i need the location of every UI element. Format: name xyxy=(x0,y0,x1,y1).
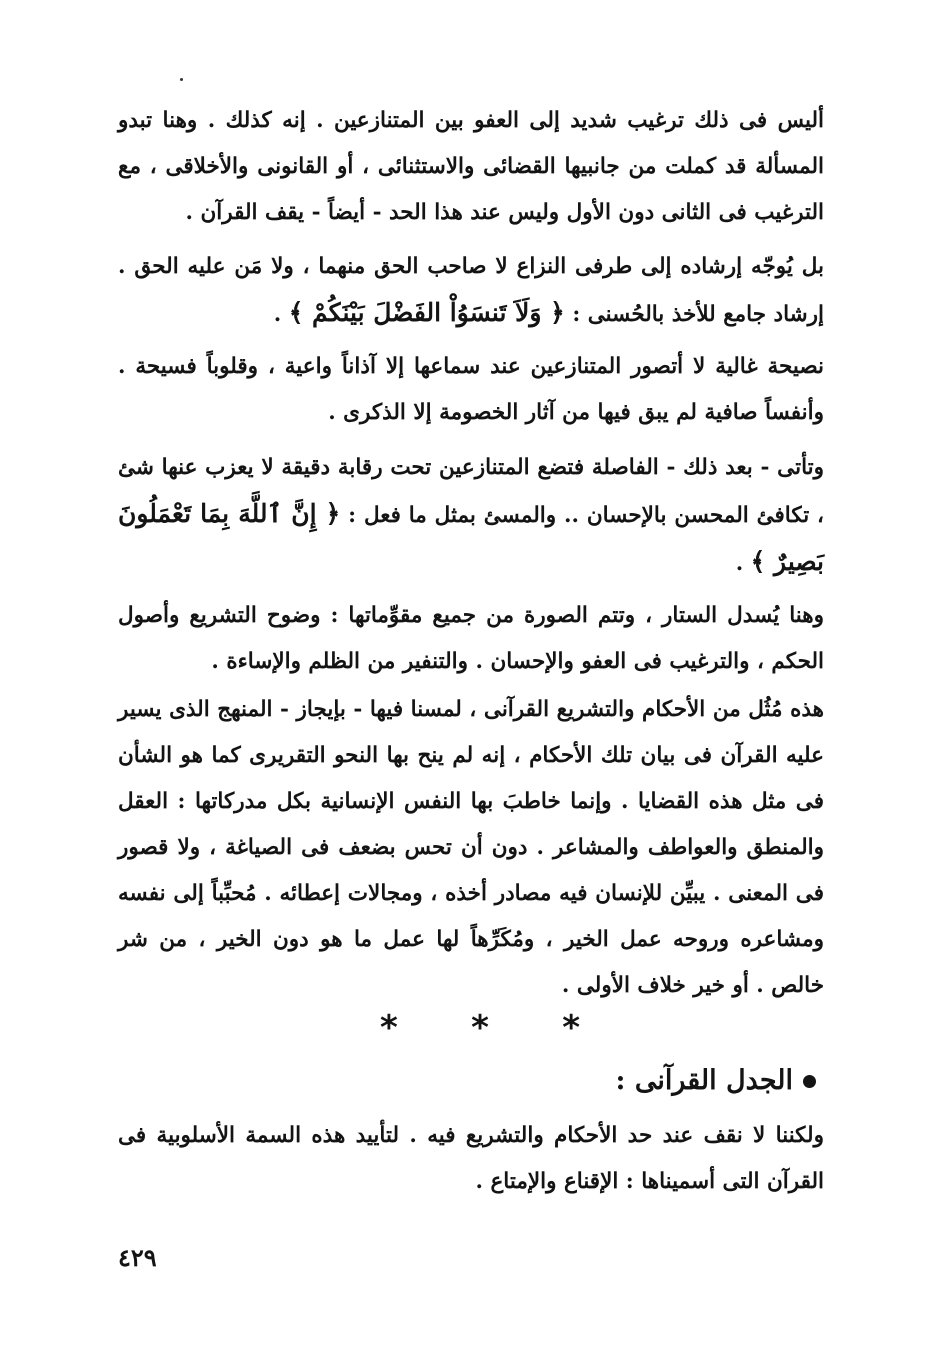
paragraph-5: وهنا يُسدل الستار ، وتتم الصورة من جميع مقوِّماتها : وضوح التشريع وأصول الحكم ، والترغيب فى العفو والإحسان . والتنفير من الظلم والإساءة . xyxy=(118,603,824,674)
section-separator xyxy=(380,1008,580,1048)
paragraph-2 xyxy=(118,244,824,338)
paragraph-4-text: وتأتى - بعد ذلك - الفاصلة فتضع المتنازعين تحت رقابة دقيقة لا يعزب عنها شئ ، تكافئ المحسن بالإحسان .. والمسئ بمثل ما فعل : xyxy=(118,455,824,528)
page-number: ٤٢٩ xyxy=(118,1243,157,1272)
separator-star: * xyxy=(562,1008,580,1048)
paragraph-1: أليس فى ذلك ترغيب شديد إلى العفو بين المتنازعين . إنه كذلك . وهنا تبدو المسألة قد كملت من جانبيها القضائى والاستثنائى ، أو القانونى والأخلاقى ، مع الترغيب فى الثانى دون الأول وليس عند هذا الحد - أيضاً - يقف القرآن . xyxy=(118,108,824,225)
bullet-icon xyxy=(803,1075,816,1088)
paragraph-4 xyxy=(118,445,824,587)
paragraph-2-text: بل يُوجّه إرشاده إلى طرفى النزاع لا صاحب الحق منهما ، ولا مَن عليه الحق . إرشاد جامع للأخذ بالحُسنى : xyxy=(118,254,824,327)
separator-star: * xyxy=(380,1008,398,1048)
ink-speck xyxy=(180,78,183,81)
paragraph-4-end: . xyxy=(735,551,751,576)
separator-star: * xyxy=(471,1008,489,1048)
section-heading xyxy=(615,1058,816,1104)
quran-quote-1: ﴿ وَلَاَ تَنسَوُاْ الفَضْلَ بَيْنَكُمْ ﴾ xyxy=(288,298,565,327)
section-heading-text: الجدل القرآنى : xyxy=(615,1065,793,1096)
paragraph-6: هذه مُثُل من الأحكام والتشريع القرآنى ، لمسنا فيها - بإيجاز - المنهج الذى يسير عليه القرآن فى بيان تلك الأحكام ، إنه لم ينح بها النحو التقريرى كما هو الشأن فى مثل هذه القضايا . وإنما خاطبَ بها النفس الإنسانية بكل مدركاتها : العقل والمنطق والعواطف والمشاعر . دون أن تحس بضعف فى الصياغة ، ولا قصور فى المعنى . يبيِّن للإنسان فيه مصادر أخذه ، ومجالات إعطائه . مُحبِّباً إلى نفسه ومشاعره وروحه عمل الخير ، ومُكَرِّهاً لها عمل ما هو دون الخير ، من شر خالص . أو خير خلاف الأولى . xyxy=(118,697,824,998)
paragraph-3: نصيحة غالية لا أتصور المتنازعين عند سماعها إلا آذاناً واعية ، وقلوباً فسيحة . وأنفساً صافية لم يبق فيها من آثار الخصومة إلا الذكرى . xyxy=(118,354,824,425)
quran-quote-2: ﴿ إِنَّ ٱللَّهَ بِمَا تَعْمَلُونَ بَصِيرٌ ﴾ xyxy=(118,499,824,576)
paragraph-7: ولكننا لا نقف عند حد الأحكام والتشريع فيه . لتأييد هذه السمة الأسلوبية فى القرآن التى أسميناها : الإقناع والإمتاع . xyxy=(118,1123,824,1194)
paragraph-2-end: . xyxy=(273,302,289,327)
